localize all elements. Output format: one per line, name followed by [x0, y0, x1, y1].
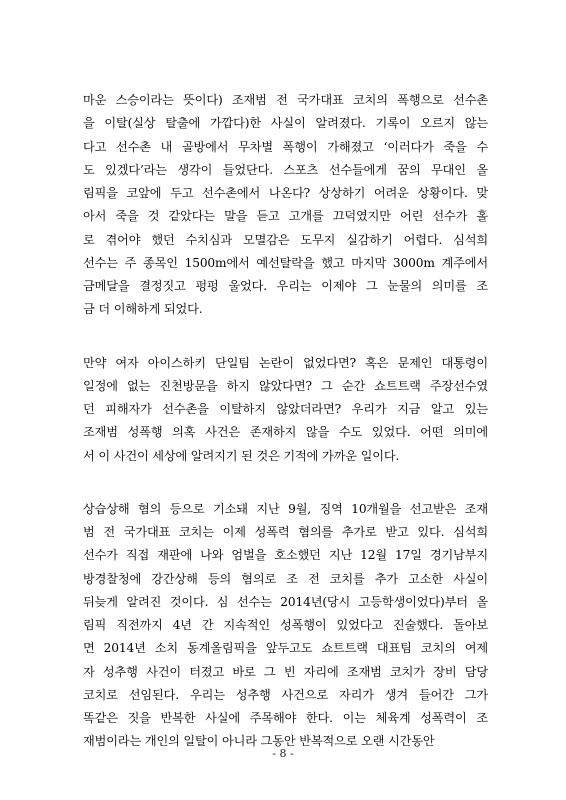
text-line: 뒤늦게 알려진 것이다. 심 선수는 2014년(당시 고등학생이었다)부터 올: [83, 594, 488, 609]
text-line: 다고 선수촌 내 골방에서 무차별 폭행이 가해졌고 ‘이러다가 죽을 수: [83, 139, 488, 154]
text-line: 을 이탈(실상 탈출에 가깝다)한 사실이 알려졌다. 기록이 오르지 않는: [83, 116, 488, 131]
page-number: - 8 -: [272, 747, 294, 760]
text-line: 아서 죽을 것 같았다는 말을 듣고 고개를 끄덕였지만 어린 선수가 홀: [83, 209, 488, 224]
text-line: 코치로 선임된다. 우리는 성추행 사건으로 자리가 생겨 들어간 그가: [83, 687, 488, 702]
text-line: 일정에 없는 진천방문을 하지 않았다면? 그 순간 쇼트트랙 주장선수였: [83, 378, 488, 393]
paragraph-1: [83, 89, 488, 322]
text-line: 마운 스승이라는 뜻이다) 조재범 전 국가대표 코치의 폭행으로 선수촌: [83, 93, 488, 107]
text-line: 범 전 국가대표 코치는 이제 성폭력 혐의를 추가로 받고 있다. 심석희: [83, 525, 488, 539]
body-text: [83, 89, 488, 784]
text-line: 선수가 직접 재판에 나와 엄벌을 호소했던 지난 12월 17일 경기남부지: [83, 548, 488, 563]
paragraph-2: [83, 352, 488, 468]
text-line: 선수는 주 종목인 1500m에서 예선탈락을 했고 마지막 3000m 계주에서: [83, 255, 488, 270]
text-line: 상습상해 혐의 등으로 기소돼 지난 9월, 징역 10개월을 선고받은 조재: [83, 501, 488, 516]
text-line: 림픽을 코앞에 두고 선수촌에서 나온다? 상상하기 어려운 상황이다. 맞: [83, 186, 488, 200]
text-line: 똑같은 짓을 반복한 사실에 주목해야 한다. 이는 체육계 성폭력이 조: [83, 711, 488, 725]
text-line: 만약 여자 아이스하키 단일팀 논란이 없었다면? 혹은 문제인 대통령이: [83, 355, 488, 370]
text-line: 서 이 사건이 세상에 알려지기 된 것은 기적에 가까운 일이다.: [83, 448, 400, 463]
text-line: 림픽 직전까지 4년 간 지속적인 성폭행이 있었다고 진술했다. 돌아보: [83, 618, 488, 632]
text-line: 재범이라는 개인의 일탈이 아니라 그동안 반복적으로 오랜 시간동안: [83, 734, 435, 749]
text-line: 조재범 성폭행 의혹 사건은 존재하지 않을 수도 있었다. 어떤 의미에: [83, 425, 488, 440]
text-line: 도 있겠다’라는 생각이 들었단다. 스포츠 선수들에게 꿈의 무대인 올: [83, 162, 488, 177]
text-line: 던 피해자가 선수촌을 이탈하지 않았더라면? 우리가 지금 알고 있는: [83, 402, 488, 416]
text-line: 로 겪어야 했던 수치심과 모멸감은 도무지 실감하기 어렵다. 심석희: [83, 232, 488, 247]
text-line: 자 성추행 사건이 터졌고 바로 그 빈 자리에 조재범 코치가 장비 담당: [83, 664, 488, 679]
text-line: 방경찰청에 강간상해 등의 혐의로 조 전 코치를 추가 고소한 사실이: [83, 571, 488, 586]
text-line: 금 더 이해하게 되었다.: [83, 302, 203, 317]
text-line: 면 2014년 소치 동계올림픽을 앞두고도 쇼트트랙 대표팀 코치의 여제: [83, 641, 488, 656]
text-line: 금메달을 결정짓고 펑펑 울었다. 우리는 이제야 그 눈물의 의미를 조: [83, 279, 488, 293]
paragraph-3: [83, 498, 488, 754]
